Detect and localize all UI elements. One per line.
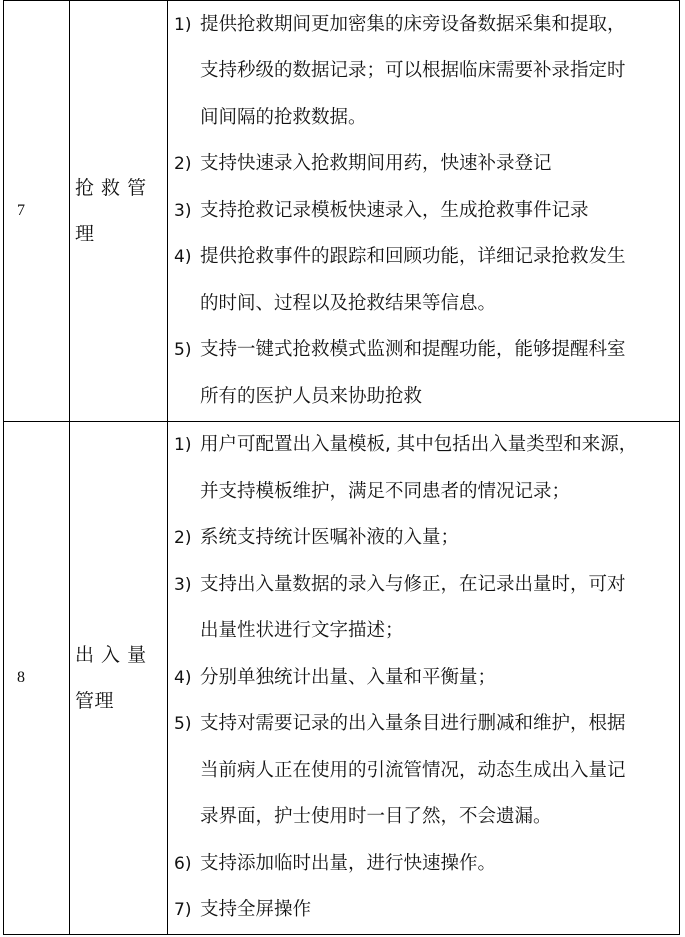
module-name-cell [70, 422, 168, 935]
feature-list-cell [168, 422, 680, 935]
list-item [174, 841, 673, 888]
item-text-line: 支持出入量数据的录入与修正，在记录出量时，可对 [200, 573, 626, 595]
item-text [200, 2, 673, 49]
list-item-continuation [174, 748, 673, 795]
list-item [174, 701, 673, 748]
item-text-line: 所有的医护人员来协助抢救 [200, 385, 423, 407]
item-text-line: 提供抢救事件的跟踪和回顾功能，详细记录抢救发生 [200, 246, 626, 268]
item-index: 5) [174, 340, 192, 361]
module-name-line1: 抢 救 管 [75, 177, 147, 199]
feature-list [174, 2, 673, 421]
item-text-line: 支持抢救记录模板快速录入，生成抢救事件记录 [200, 199, 589, 221]
list-item [174, 655, 673, 702]
item-text-line: 间间隔的抢救数据。 [200, 106, 367, 128]
list-item-continuation [174, 469, 673, 516]
list-item-continuation [174, 95, 673, 142]
row-number: 7 [17, 202, 25, 219]
row-number-cell [4, 1, 70, 422]
module-name-line2: 管理 [75, 689, 115, 712]
list-item-continuation [174, 794, 673, 841]
item-index: 6) [174, 853, 192, 874]
item-index: 2) [174, 154, 192, 175]
feature-list [174, 422, 673, 934]
table-row [4, 1, 680, 422]
item-index: 4) [174, 667, 192, 688]
item-text-line: 支持对需要记录的出入量条目进行删减和维护，根据 [200, 713, 626, 734]
item-text-line: 录界面，护士使用时一目了然，不会遗漏。 [200, 806, 552, 827]
item-index: 2) [174, 528, 192, 548]
item-text-line: 提供抢救期间更加密集的床旁设备数据采集和提取， [200, 13, 626, 35]
item-text-line: 支持一键式抢救模式监测和提醒功能，能够提醒科室 [200, 339, 626, 361]
list-item-continuation [174, 608, 673, 655]
item-index: 1) [174, 14, 192, 35]
list-item [174, 422, 673, 469]
item-index: 3) [174, 574, 192, 595]
module-name-cell [70, 1, 168, 422]
requirements-table [3, 0, 680, 935]
row-number-cell [4, 422, 70, 935]
item-index: 1) [174, 435, 192, 455]
table-row [4, 422, 680, 935]
item-text-line: 支持秒级的数据记录；可以根据临床需要补录指定时 [200, 60, 626, 82]
item-text-line: 分别单独统计出量、入量和平衡量； [200, 666, 497, 688]
item-index: 4) [174, 247, 192, 268]
item-index: 3) [174, 200, 192, 221]
list-item [174, 141, 673, 188]
list-item [174, 887, 673, 934]
list-item [174, 234, 673, 281]
item-index: 7) [174, 900, 192, 920]
module-name-line2: 理 [75, 223, 95, 245]
list-item [174, 327, 673, 374]
item-text-line: 用户可配置出入量模板, 其中包括出入量类型和来源， [200, 434, 638, 455]
item-text-line: 支持全屏操作 [200, 899, 312, 920]
list-item [174, 188, 673, 235]
item-text-line: 系统支持统计医嘱补液的入量； [200, 527, 460, 548]
list-item-continuation [174, 374, 673, 421]
item-text-line: 并支持模板维护，满足不同患者的情况记录； [200, 480, 571, 502]
list-item [174, 2, 673, 49]
item-text-line: 支持添加临时出量，进行快速操作。 [200, 852, 497, 874]
module-name-line1: 出 入 量 [75, 643, 147, 666]
item-index: 5) [174, 714, 192, 734]
list-item [174, 562, 673, 609]
list-item [174, 515, 673, 562]
item-text-line: 当前病人正在使用的引流管情况，动态生成出入量记 [200, 759, 626, 781]
item-text-line: 出量性状进行文字描述； [200, 620, 404, 641]
list-item-continuation [174, 281, 673, 328]
list-item-continuation [174, 48, 673, 95]
row-number: 8 [17, 668, 25, 686]
feature-list-cell [168, 1, 680, 422]
item-text-line: 的时间、过程以及抢救结果等信息。 [200, 292, 497, 314]
item-text-line: 支持快速录入抢救期间用药，快速补录登记 [200, 153, 552, 175]
